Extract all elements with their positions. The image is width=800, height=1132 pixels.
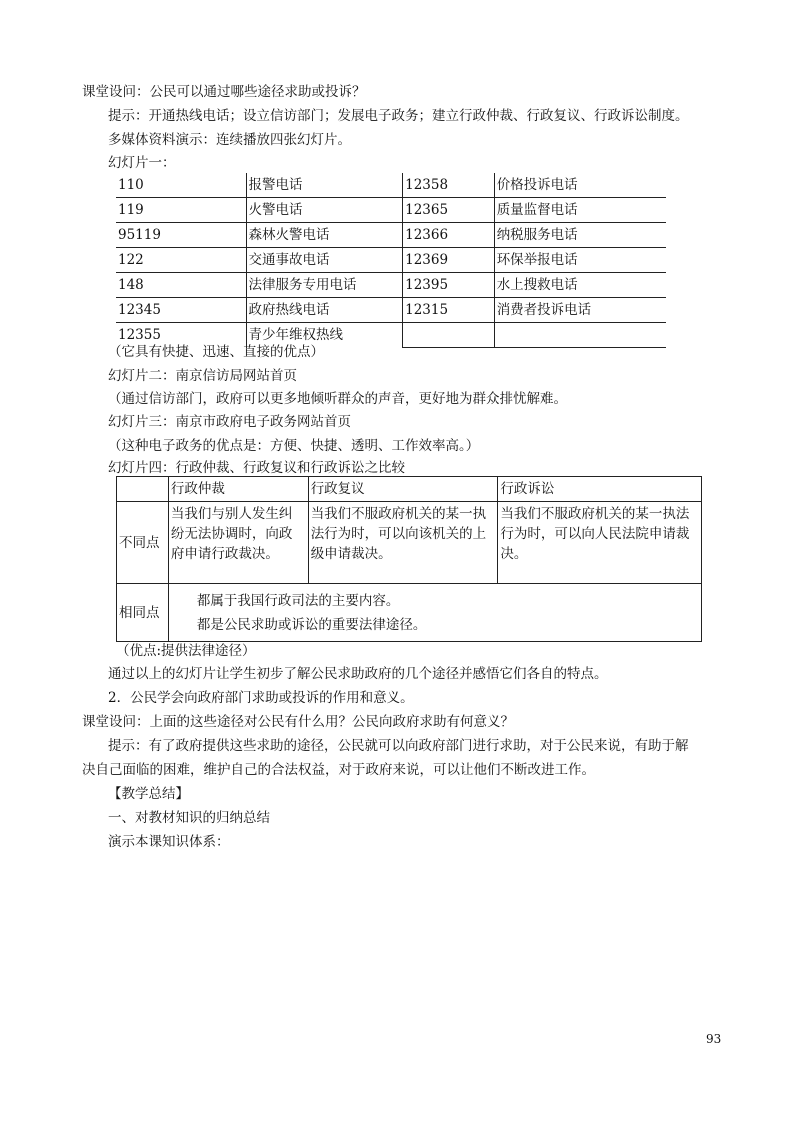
slide-1-note: （它具有快捷、迅速、直接的优点） <box>108 344 324 360</box>
table-cell <box>494 323 666 348</box>
table-cell: 12366 <box>403 223 495 248</box>
slide-3-title: 幻灯片三：南京市政府电子政务网站首页 <box>108 414 351 430</box>
diff-reconsideration: 当我们不服政府机关的某一执法行为时，可以向该机关的上级申请裁决。 <box>308 502 498 584</box>
same-label: 相同点 <box>117 584 169 642</box>
slide-2-title: 幻灯片二：南京信访局网站首页 <box>108 368 297 384</box>
slide-1-title: 幻灯片一： <box>108 155 176 171</box>
table-row <box>116 298 666 323</box>
table-row <box>117 477 702 502</box>
table-cell: 122 <box>116 248 246 273</box>
header-litigation: 行政诉讼 <box>498 477 702 502</box>
table-cell: 12315 <box>403 298 495 323</box>
table-row <box>116 223 666 248</box>
summary-sentence: 通过以上的幻灯片让学生初步了解公民求助政府的几个途径并感悟它们各自的特点。 <box>108 666 608 682</box>
table-cell: 价格投诉电话 <box>494 173 666 198</box>
same-line-2: 都是公民求助或诉讼的重要法律途径。 <box>196 616 427 633</box>
table-row <box>116 173 666 198</box>
same-content <box>168 584 701 642</box>
table-cell: 纳税服务电话 <box>494 223 666 248</box>
question-2: 课堂设问：上面的这些途径对公民有什么用？公民向政府求助有何意义？ <box>82 714 514 730</box>
table-cell: 12369 <box>403 248 495 273</box>
table-cell: 环保举报电话 <box>494 248 666 273</box>
table-cell: 12365 <box>403 198 495 223</box>
table-cell: 95119 <box>116 223 246 248</box>
table-row <box>117 584 702 642</box>
table-cell: 火警电话 <box>246 198 403 223</box>
table-cell: 12358 <box>403 173 495 198</box>
table-row <box>117 502 702 584</box>
teaching-summary-heading: 【教学总结】 <box>108 786 189 802</box>
slide-2-note: （通过信访部门，政府可以更多地倾听群众的声音，更好地为群众排忧解难。 <box>108 391 567 407</box>
table-cell: 报警电话 <box>246 173 403 198</box>
hint-2b: 决自己面临的困难，维护自己的合法权益，对于政府来说，可以让他们不断改进工作。 <box>82 762 595 778</box>
table-cell: 政府热线电话 <box>246 298 403 323</box>
table-row <box>116 198 666 223</box>
diff-label: 不同点 <box>117 502 169 584</box>
table-cell: 119 <box>116 198 246 223</box>
slide-4-title: 幻灯片四：行政仲裁、行政复议和行政诉讼之比较 <box>108 460 405 476</box>
page-number: 93 <box>706 1032 722 1046</box>
table-cell: 质量监督电话 <box>494 198 666 223</box>
slide-4-note: （优点:提供法律途径） <box>116 643 256 659</box>
knowledge-summary-heading: 一、对教材知识的归纳总结 <box>108 810 270 826</box>
table-cell: 12355 <box>118 327 161 343</box>
table-row <box>116 273 666 298</box>
header-arbitration: 行政仲裁 <box>168 477 308 502</box>
diff-litigation: 当我们不服政府机关的某一执法行为时，可以向人民法院申请裁决。 <box>498 502 702 584</box>
table-cell: 148 <box>116 273 246 298</box>
table-cell: 法律服务专用电话 <box>246 273 403 298</box>
table-cell: 青少年维权热线 <box>246 323 403 348</box>
comparison-table <box>116 476 702 642</box>
table-cell: 消费者投诉电话 <box>494 298 666 323</box>
knowledge-system-intro: 演示本课知识体系： <box>108 834 230 850</box>
table-cell: 12395 <box>403 273 495 298</box>
table-cell: 交通事故电话 <box>246 248 403 273</box>
table-cell: 12345 <box>116 298 246 323</box>
table-cell: 110 <box>116 173 246 198</box>
header-reconsideration: 行政复议 <box>308 477 498 502</box>
hotline-table <box>116 173 666 348</box>
hint-2a: 提示：有了政府提供这些求助的途径，公民就可以向政府部门进行求助，对于公民来说，有助于解 <box>108 738 689 754</box>
table-cell <box>403 323 495 348</box>
same-line-1: 都属于我国行政司法的主要内容。 <box>196 592 400 609</box>
point-2: 2．公民学会向政府部门求助或投诉的作用和意义。 <box>108 690 414 706</box>
hint-1: 提示：开通热线电话；设立信访部门；发展电子政务；建立行政仲裁、行政复议、行政诉讼制度。 <box>108 108 689 124</box>
question-1: 课堂设问：公民可以通过哪些途径求助或投诉？ <box>82 84 366 100</box>
diff-arbitration: 当我们与别人发生纠纷无法协调时，向政府申请行政裁决。 <box>168 502 308 584</box>
header-empty <box>117 477 169 502</box>
table-cell: 森林火警电话 <box>246 223 403 248</box>
table-cell: 水上搜救电话 <box>494 273 666 298</box>
multimedia-intro: 多媒体资料演示：连续播放四张幻灯片。 <box>108 132 351 148</box>
slide-3-note: （这种电子政务的优点是：方便、快捷、透明、工作效率高。） <box>108 438 480 454</box>
table-row <box>116 248 666 273</box>
